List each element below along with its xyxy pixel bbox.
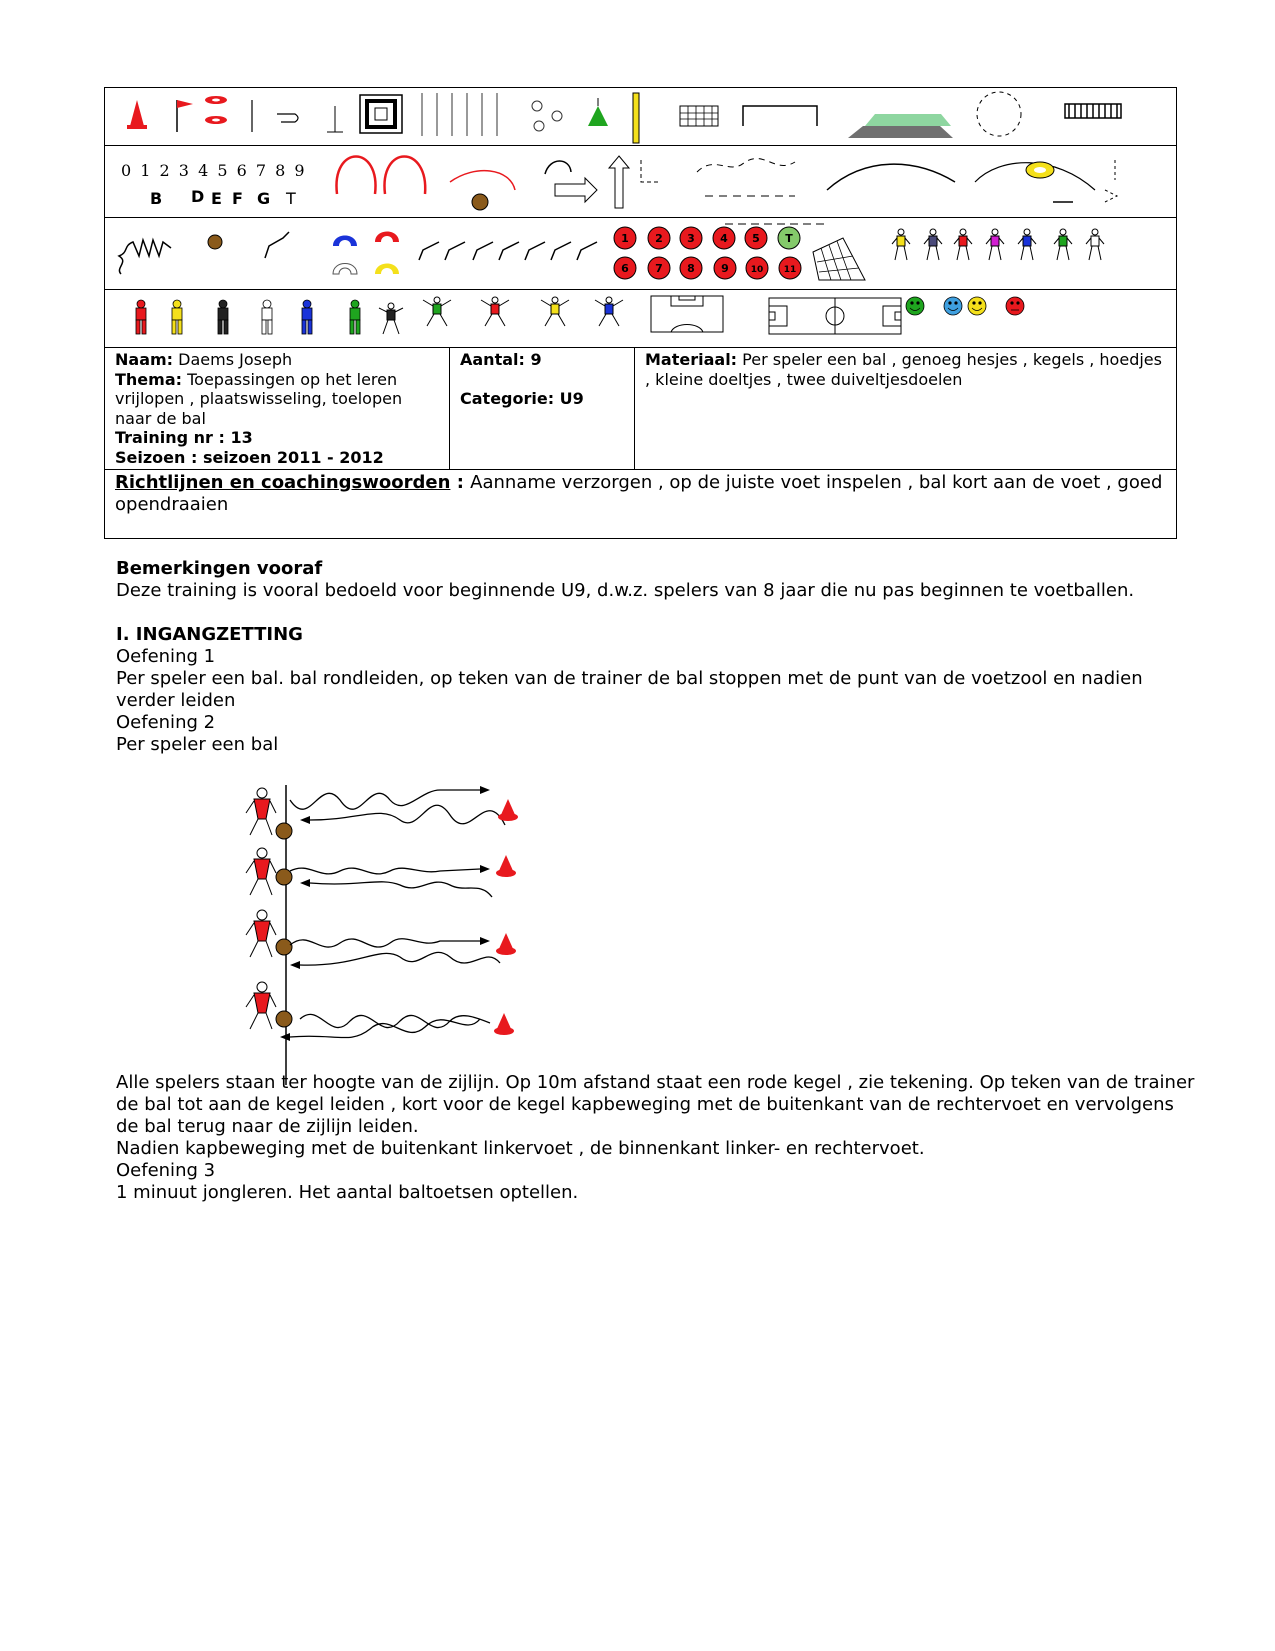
- player-figure: [246, 910, 276, 957]
- training-sheet: [104, 87, 1177, 539]
- hat-discs-icon: [333, 232, 399, 275]
- ball-icon: [276, 869, 292, 885]
- svg-text:10: 10: [750, 265, 764, 275]
- svg-text:4: 4: [720, 232, 728, 245]
- exercise2-variation: Nadien kapbeweging met de buitenkant linkervoet , de binnenkant linker- en rechtervoet.: [116, 1138, 925, 1159]
- svg-text:8: 8: [687, 262, 695, 275]
- drill-lane-1: [246, 786, 518, 839]
- ball-icon: [276, 939, 292, 955]
- green-cone-icon: [588, 98, 608, 126]
- team-symbols: [105, 290, 1176, 348]
- svg-text:11: 11: [783, 265, 797, 275]
- player-figure: [246, 848, 276, 895]
- naam-value: Daems Joseph: [173, 350, 293, 369]
- letter-b: B: [150, 189, 163, 208]
- colored-players-icon: [136, 300, 360, 334]
- red-cone-icon: [498, 799, 518, 821]
- svg-text:5: 5: [752, 232, 760, 245]
- flag-icon: [177, 100, 193, 132]
- svg-text:7: 7: [655, 262, 663, 275]
- svg-text:1: 1: [621, 232, 629, 245]
- ball-icon: [276, 823, 292, 839]
- guidelines-separator: :: [450, 472, 471, 493]
- numbered-players-icon: [614, 227, 801, 279]
- season: Seizoen : seizoen 2011 - 2012: [115, 447, 384, 467]
- training-number: Training nr : 13: [115, 428, 253, 447]
- remarks-text: Deze training is vooral bedoeld voor beginnende U9, d.w.z. spelers van 8 jaar die nu pas beginnen te voetballen.: [116, 580, 1135, 601]
- legend-row-players: [105, 218, 1176, 290]
- info-right: [635, 348, 1176, 469]
- red-cone-icon: [496, 855, 516, 877]
- poles-icon: [422, 93, 497, 136]
- exercise2-title: Oefening 2: [116, 712, 216, 733]
- training-info: [105, 348, 1176, 470]
- exercise1-text: Per speler een bal. bal rondleiden, op teken van de trainer de bal stoppen met de punt van de voetzool en nadien verder leiden: [116, 668, 1143, 711]
- guidelines-row: [105, 470, 1176, 538]
- exercise2-text: Per speler een bal: [116, 734, 279, 755]
- turn-arrow-icon: [545, 161, 571, 174]
- red-cone-icon: [496, 933, 516, 955]
- thema-label: Thema:: [115, 369, 183, 389]
- exercise3-title: Oefening 3: [116, 1160, 216, 1181]
- hurdle-icon: [277, 106, 343, 132]
- yellow-pole-icon: [633, 93, 639, 143]
- exercise1-title: Oefening 1: [116, 646, 216, 667]
- smiley-faces-icon: [906, 297, 1024, 315]
- outgoing-dribble-path: [290, 790, 480, 809]
- player-figure: [246, 982, 276, 1029]
- training-figures-icon: [892, 229, 1104, 260]
- half-pitch-icon: [651, 296, 723, 332]
- legend-row-arrows: [105, 146, 1176, 218]
- pitch-3d-icon: [848, 114, 953, 138]
- block-arrow-right-icon: [555, 178, 597, 202]
- goalkeepers-icon: [379, 297, 623, 334]
- svg-text:2: 2: [655, 232, 663, 245]
- digits-label: 0 1 2 3 4 5 6 7 8 9: [121, 161, 307, 180]
- curved-pass-arrow-icon: [827, 164, 955, 190]
- red-curve-arrow-icon: [450, 171, 515, 190]
- ball-small-icon: [208, 235, 222, 249]
- goal-frame-icon: [743, 106, 817, 126]
- outgoing-dribble-path: [290, 868, 480, 874]
- red-arc-arrows-icon: [336, 157, 425, 195]
- section-title: I. INGANGZETTING: [116, 624, 303, 645]
- info-left: [105, 348, 450, 469]
- svg-text:6: 6: [621, 262, 629, 275]
- legend-row-equipment: [105, 88, 1176, 146]
- materiaal-label: Materiaal:: [645, 350, 738, 369]
- player-figure: [246, 788, 276, 835]
- balls-icon: [532, 101, 562, 131]
- naam-label: Naam:: [115, 350, 174, 369]
- guidelines-text: Aanname verzorgen , op de juiste voet inspelen , bal kort aan de voet , goed opendraaien: [115, 472, 1163, 515]
- step-line-icon: [265, 232, 289, 258]
- goal-net-icon: [680, 106, 718, 126]
- dashed-wave-arrow-icon: [697, 159, 795, 172]
- full-pitch-icon: [769, 298, 901, 334]
- exercise3-text: 1 minuut jongleren. Het aantal baltoetsen optellen.: [116, 1182, 579, 1203]
- wall-goal-icon: [1065, 104, 1121, 118]
- svg-text:3: 3: [687, 232, 695, 245]
- info-middle: [450, 348, 635, 469]
- zone-circle-icon: [977, 92, 1021, 136]
- legend-row-teams: [105, 290, 1176, 348]
- guidelines-label: Richtlijnen en coachingswoorden: [115, 472, 451, 493]
- categorie: Categorie: U9: [460, 389, 584, 408]
- player-symbols: [105, 218, 1176, 290]
- outgoing-dribble-path: [290, 939, 480, 947]
- dashed-zigzag-icon: [1105, 160, 1117, 202]
- thema-value: Toepassingen op het leren vrijlopen , plaatswisseling, toelopen naar de bal: [115, 369, 403, 428]
- materiaal-value: Per speler een bal , genoeg hesjes , kegels , hoedjes , kleine doeltjes , twee duiveltjesdoelen: [645, 350, 1162, 389]
- ball-icon: [472, 194, 488, 210]
- letter-f: F: [232, 189, 243, 208]
- block-arrow-up-icon: [609, 156, 629, 208]
- exercise2-description: Alle spelers staan ter hoogte van de zijlijn. Op 10m afstand staat een rode kegel , zie tekening. Op teken van de trainer de bal tot aan de kegel leiden , kort voor de kegel kapbeweging met de buitenkant van de rechtervoet en vervolgens de bal terug naar de zijlijn leiden.: [116, 1072, 1195, 1137]
- aantal: Aantal: 9: [460, 350, 542, 369]
- letter-g: G: [257, 189, 271, 208]
- return-dribble-path: [310, 805, 505, 825]
- square-target-icon: [360, 95, 402, 133]
- dashed-corner-arrow-icon: [641, 160, 661, 182]
- dribble-drill-diagram: [240, 785, 540, 1095]
- letter-e: E: [211, 189, 222, 208]
- return-dribble-path: [300, 952, 500, 965]
- ladder-steps-icon: [419, 242, 597, 260]
- remarks-title: Bemerkingen vooraf: [116, 558, 323, 579]
- ball-icon: [276, 1011, 292, 1027]
- svg-text:9: 9: [721, 262, 729, 275]
- dribble-arrow-icon: [119, 240, 171, 274]
- rebound-net-icon: [813, 238, 865, 280]
- target-ring-icon: [1034, 167, 1046, 173]
- marker-discs-icon: [205, 96, 227, 124]
- arrow-symbols: [105, 146, 1176, 218]
- red-cone-icon: [494, 1013, 514, 1035]
- return-dribble-path: [310, 882, 492, 897]
- cone-icon: [127, 100, 147, 129]
- svg-text:T: T: [785, 232, 793, 245]
- outgoing-dribble-path: [300, 1014, 490, 1027]
- letter-d: D: [191, 187, 205, 206]
- return-dribble-path: [290, 1019, 480, 1038]
- letter-t: T: [286, 189, 296, 208]
- equipment-symbols: [105, 88, 1176, 146]
